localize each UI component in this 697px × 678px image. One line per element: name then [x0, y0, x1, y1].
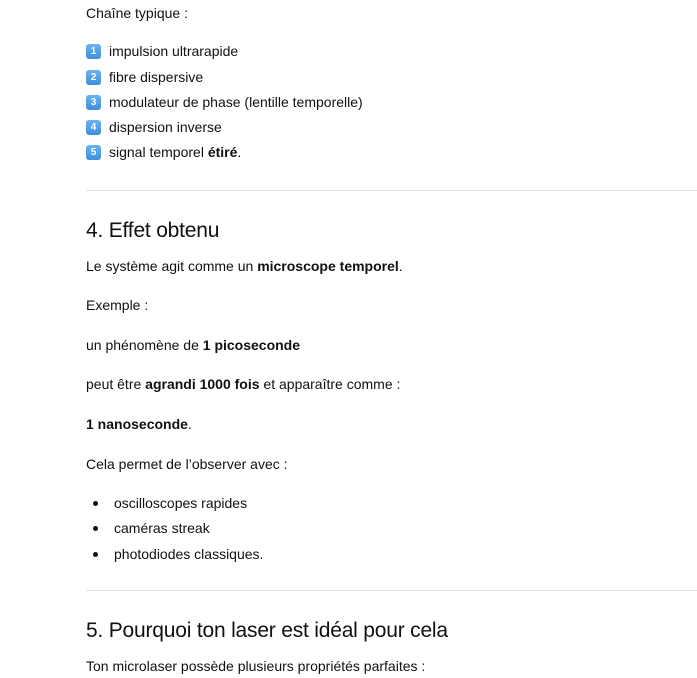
observe-intro: Cela permet de l’observer avec :: [86, 456, 288, 472]
section-divider: [86, 190, 697, 191]
section-5-intro: Ton microlaser possède plusieurs propriétés parfaites :: [86, 658, 426, 674]
microscope-line: Le système agit comme un microscope temporel.: [86, 258, 403, 274]
bullet-icon: [93, 501, 98, 506]
chain-step-1: [86, 42, 238, 60]
chain-intro: Chaîne typique :: [86, 5, 188, 21]
chain-step-text: dispersion inverse: [109, 119, 222, 135]
nanosecond-line: 1 nanoseconde.: [86, 416, 192, 432]
magnify-line: peut être agrandi 1000 fois et apparaître comme :: [86, 376, 401, 392]
chain-step-text: modulateur de phase (lentille temporelle): [109, 94, 363, 110]
section-divider: [86, 590, 697, 591]
example-label: Exemple :: [86, 297, 149, 313]
picosecond-line: un phénomène de 1 picoseconde: [86, 337, 301, 353]
keycap-5-icon: 5: [86, 145, 101, 160]
keycap-3-icon: 3: [86, 95, 101, 110]
chain-step-text: impulsion ultrarapide: [109, 43, 239, 59]
section-4-heading: 4. Effet obtenu: [86, 219, 220, 242]
keycap-4-icon: 4: [86, 120, 101, 135]
keycap-2-icon: 2: [86, 70, 101, 85]
section-5-heading: 5. Pourquoi ton laser est idéal pour cela: [86, 619, 448, 642]
chain-step-text: signal temporel étiré.: [109, 144, 242, 160]
bullet-icon: [93, 526, 98, 531]
bullet-icon: [93, 552, 98, 557]
chain-step-3: [86, 93, 363, 111]
chain-step-5: [86, 143, 241, 161]
chain-step-2: [86, 68, 203, 86]
chain-step-text: fibre dispersive: [109, 69, 204, 85]
chain-step-4: [86, 118, 222, 136]
keycap-1-icon: 1: [86, 44, 101, 59]
